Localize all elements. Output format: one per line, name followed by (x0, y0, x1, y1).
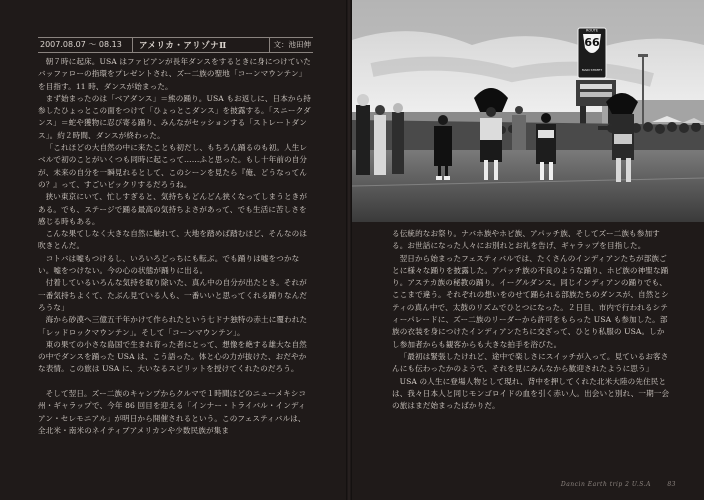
paragraph: こんな果てしなく大きな自然に触れて、大地を踏めば踏むほど、そんなのは吹きとんだ。 (38, 229, 308, 251)
paragraph: コトバは嘘もつけるし、いろいろどっちにも転ぶ。でも踊りは嘘をつかない。嘘をつけない。今の心の状態が踊りに出る。 (38, 253, 300, 276)
article-header (38, 37, 313, 53)
header-author: 文：池田伸 (269, 38, 314, 52)
page-number: 83 (667, 481, 676, 488)
paragraph: る伝統的なお祭り。ナバホ族やホピ族、アパッチ族、そしてズー二族も参加する。お世話になった人々にお別れとお礼を告げ、ギャラップを目指した。 (392, 229, 660, 251)
right-page (352, 0, 704, 500)
route-sign-number: 66 (584, 36, 600, 49)
left-column-text (38, 56, 313, 437)
header-title: アメリカ・アリゾナⅡ (139, 41, 227, 51)
page-folio (561, 481, 676, 488)
paragraph: そして翌日。ズー二族のキャンプからクルマで１時間ほどのニューメキシコ州・ギャラップで、今年 86 回目を迎える「インナー・トライバル・インディアン・セレモニアル」が明日から開催されるという。このフェスティバルは、全北米・南米のネイティブアメリカンや少数民族が集ま (38, 389, 307, 435)
parade-photo-illustration (352, 0, 704, 222)
paragraph: 狭い東京にいて、忙しすぎると、気持ちもどんどん狭くなってしまうときがある。でも、ステージで踊る最高の気持ちよさがあって、でも生活に苦しさを感じる時もある。 (38, 192, 308, 226)
paragraph: 「これほどの大自然の中に来たことも初だし、もちろん踊るのも初。人生レベルで初のことがいくつも同時に起こって……ふと思った。もし十年前の自分が、未来の自分を一瞬見れるとして、このシーンを見たら『俺、どうなってんの？』って、すごいビックリするだろうね。 (38, 143, 308, 189)
paragraph: 付着しているいろんな気持を取り除いた、真ん中の自分が出たとき。それが一番気持ちよくて、たぶん見ている人も、一番いいと思ってくれる踊りなんだろうな」 (38, 278, 308, 312)
paragraph: まず始まったのは「ベアダンス」＝熊の踊り。USA もお返しに、日本から持参したひょっとこの面をつけて「ひょっとこダンス」を披露する。「スニークダンス」＝蛇や獲物に忍び寄る踊り、みんながセッションする「ストレートダンス」。約２時間、ダンスが終わった。 (38, 93, 312, 140)
parade-photo (352, 0, 704, 222)
paragraph: 翌日から始まったフェスティバルでは、たくさんのインディアンたちが部族ごとに様々な踊りを披露した。アパッチ族の不良のような踊り、ホピ族の神聖な踊り。アステカ族の秘教の踊り。イーグルダンス。同じインディアンの踊りでも、ここまで違う。それぞれの想いをのせて踊られる部族たちのダンスが、自然とシティの真ん中で、太鼓のリズムでひとつになった。２日目、市内で行われるシティーパレードに、ズー二族のリーダーから許可をもらった USA も参加した。部族の衣装を身につけたインディアンたちに交ざって、ひとり私服の USA。しかし参加者からも観客からも大きな拍手を浴びた。 (392, 253, 669, 349)
paragraph: 東の果ての小さな島国で生まれ育った者にとって、想像を絶する雄大な自然の中でダンスを踊った USA は、こう語った。体と心の力が抜けた、おだやかな表情。この旅は USA に、大いなるスピリットを授けてくれたのだろう。 (38, 339, 307, 374)
left-page (0, 0, 348, 500)
header-date: 2007.08.07 ～ 08.13 (38, 38, 133, 52)
paragraph: 朝７時に起床。USA はファビアンが長年ダンスをするときに身につけていたバッファローの指環をプレゼントされ、ズー二族の聖地「コーンマウンテン」を目指す。11 時、ダンスが始まった。 (38, 57, 311, 91)
paragraph-spacer (38, 376, 313, 388)
paragraph: 海から砂漠へ三億五千年かけて作られたという七ドナ独特の赤土に覆われた「レッドロックマウンテン」。そして「コーンマウンテン」。 (38, 315, 308, 337)
right-column-text (392, 228, 670, 412)
route-sign-bottom: MAIN STREET (581, 68, 603, 72)
paragraph: 「最初は緊張したけれど、途中で楽しさにスイッチが入って。見ているお客さんにも伝わったかのようで、それを見にみんなから歓迎されたように思う」 (392, 351, 669, 374)
folio-title: Dancin Earth trip 2 U.S.A (560, 481, 651, 488)
route-sign-top: ROUTE (585, 28, 599, 33)
paragraph: USA の人生に登場人物として現れ、背中を押してくれた北米大陸の先住民とは、我々日本人と同じモンゴロイドの血を引く赤い人。出会いと別れ、一期一会の旅はまだ始まったばかりだ。 (392, 376, 670, 411)
